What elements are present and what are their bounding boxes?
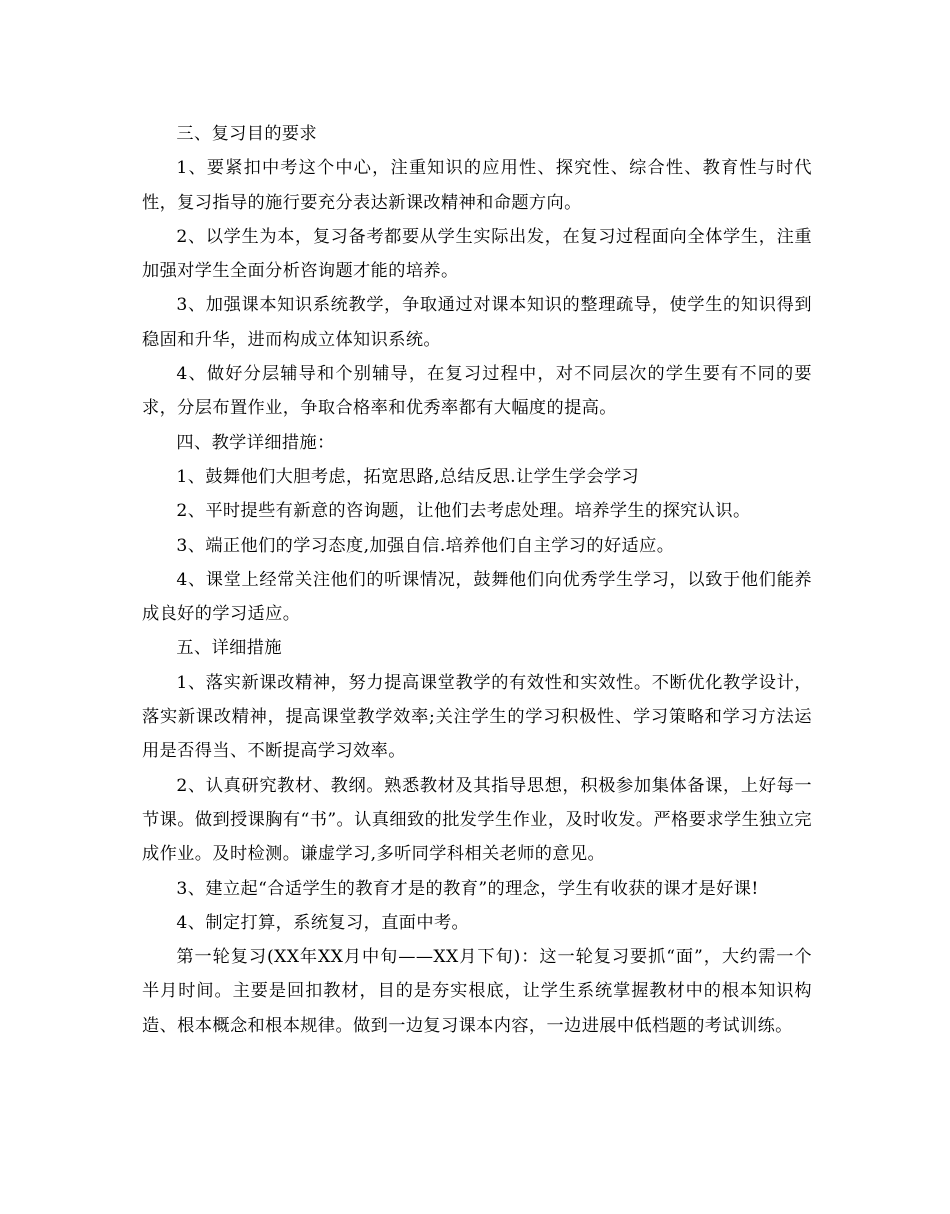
- section-heading-teaching-measures: 四、教学详细措施：: [176, 432, 335, 453]
- paragraph: 1、要紧扣中考这个中心，注重知识的应用性、探究性、综合性、教育性与时代性，复习指导的施行要充分表达新课改精神和命题方向。: [142, 158, 812, 213]
- section-heading-review-goals: 三、复习目的要求: [176, 124, 318, 144]
- paragraph: 3、加强课本知识系统教学，争取通过对课本知识的整理疏导，使学生的知识得到稳固和升华，进而构成立体知识系统。: [142, 295, 812, 350]
- paragraph: 4、制定打算，系统复习，直面中考。: [176, 912, 470, 933]
- paragraph: 3、建立起“合适学生的教育才是的教育”的理念，学生有收获的课才是好课!: [176, 878, 759, 899]
- paragraph: 1、鼓舞他们大胆考虑，拓宽思路,总结反思.让学生学会学习: [176, 466, 640, 487]
- paragraph: 2、认真研究教材、教纲。熟悉教材及其指导思想，积极参加集体备课，上好每一节课。做到授课胸有“书”。认真细致的批发学生作业，及时收发。严格要求学生独立完成作业。及时检测。谦虚学习,多听同学科相关老师的意见。: [142, 775, 812, 865]
- paragraph: 2、平时提些有新意的咨询题，让他们去考虑处理。培养学生的探究认识。: [176, 501, 751, 522]
- document-body: [142, 117, 812, 1043]
- paragraph: 第一轮复习(XX年XX月中旬——XX月下旬)：这一轮复习要抓“面”，大约需一个半月时间。主要是回扣教材，目的是夯实根底，让学生系统掌握教材中的根本知识构造、根本概念和根本规律。做到一边复习课本内容，一边进展中低档题的考试训练。: [142, 947, 812, 1036]
- paragraph: 4、做好分层辅导和个别辅导，在复习过程中，对不同层次的学生要有不同的要求，分层布置作业，争取合格率和优秀率都有大幅度的提高。: [142, 364, 812, 419]
- paragraph: 1、落实新课改精神，努力提高课堂教学的有效性和实效性。不断优化教学设计，落实新课改精神，提高课堂教学效率;关注学生的学习积极性、学习策略和学习方法运用是否得当、不断提高学习效率。: [142, 672, 812, 762]
- paragraph: 3、端正他们的学习态度,加强自信.培养他们自主学习的好适应。: [176, 535, 675, 556]
- section-heading-detailed-measures: 五、详细措施: [176, 638, 282, 659]
- paragraph: 2、以学生为本，复习备考都要从学生实际出发，在复习过程面向全体学生，注重加强对学生全面分析咨询题才能的培养。: [142, 226, 812, 282]
- paragraph: 4、课堂上经常关注他们的听课情况，鼓舞他们向优秀学生学习，以致于他们能养成良好的学习适应。: [142, 569, 812, 625]
